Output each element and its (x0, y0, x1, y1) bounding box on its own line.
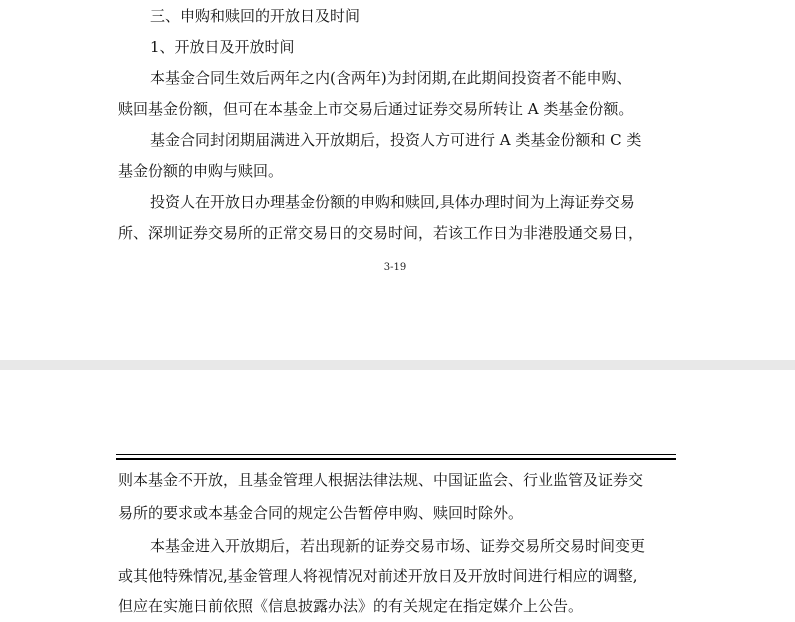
paragraph-line: 则本基金不开放，且基金管理人根据法律法规、中国证监会、行业监管及证券交 (118, 471, 644, 489)
header-rule (116, 454, 676, 455)
paragraph-line: 所、深圳证券交易所的正常交易日的交易时间，若该工作日为非港股通交易日， (118, 224, 644, 242)
section-heading: 三、申购和赎回的开放日及时间 (150, 7, 361, 25)
paragraph-line: 本基金合同生效后两年之内(含两年)为封闭期,在此期间投资者不能申购、 (150, 69, 632, 87)
page-separator (0, 360, 795, 370)
page-number: 3-19 (383, 262, 407, 273)
paragraph-line: 基金合同封闭期届满进入开放期后，投资人方可进行 A 类基金份额和 C 类 (150, 131, 642, 149)
paragraph-line: 本基金进入开放期后，若出现新的证券交易市场、证券交易所交易时间变更 (150, 537, 646, 555)
paragraph-line: 基金份额的申购与赎回。 (118, 162, 284, 180)
paragraph-line: 易所的要求或本基金合同的规定公告暂停申购、赎回时除外。 (118, 504, 524, 522)
header-rule (116, 458, 676, 460)
paragraph-line: 但应在实施日前依照《信息披露办法》的有关规定在指定媒介上公告。 (118, 597, 584, 615)
paragraph-line: 或其他特殊情况,基金管理人将视情况对前述开放日及开放时间进行相应的调整, (118, 567, 638, 585)
paragraph-line: 投资人在开放日办理基金份额的申购和赎回,具体办理时间为上海证券交易 (150, 193, 635, 211)
paragraph-line: 赎回基金份额，但可在本基金上市交易后通过证券交易所转让 A 类基金份额。 (118, 100, 634, 118)
document-page (0, 370, 795, 622)
subsection-heading: 1、开放日及开放时间 (150, 38, 295, 56)
